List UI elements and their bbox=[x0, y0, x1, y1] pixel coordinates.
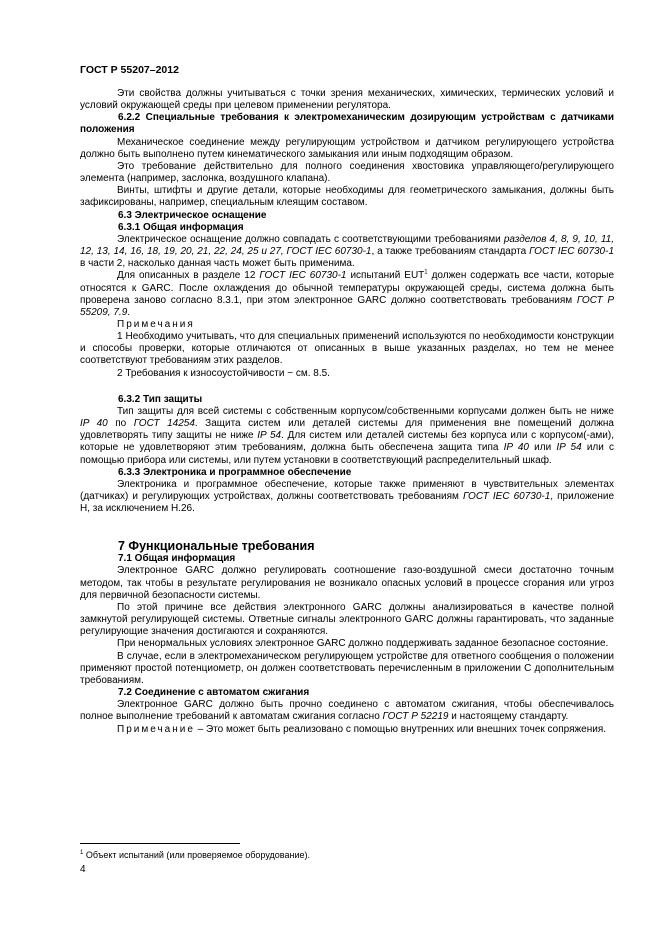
text-run: IP 54 bbox=[556, 442, 582, 454]
text-run: ГОСТ 14254 bbox=[133, 418, 195, 430]
text-run: , приложение Н, за исключением Н.26. bbox=[80, 491, 615, 515]
paragraph-p12 bbox=[80, 651, 614, 687]
paragraph-h-7 bbox=[80, 539, 614, 553]
text-run: 6.3.2 Тип защиты bbox=[118, 393, 203, 405]
text-run: 6.2.2 Специальные требования к электромеханическим дозирующим устройствам с датчиками положения bbox=[80, 112, 614, 136]
paragraph-h-631 bbox=[80, 222, 614, 234]
text-run: Для описанных в разделе 12 bbox=[117, 270, 260, 282]
footnote-text: Объект испытаний (или проверяемое оборудование). bbox=[83, 850, 310, 860]
paragraph-h-71 bbox=[80, 553, 614, 565]
text-run: . bbox=[127, 306, 131, 318]
paragraph-h-63 bbox=[80, 210, 614, 222]
text-run: 2 Требования к износоустойчивости − см. 8.5. bbox=[117, 367, 330, 379]
paragraph-p14 bbox=[80, 724, 614, 736]
text-run: или bbox=[529, 442, 557, 454]
text-run: . Для систем или деталей системы без корпуса или с корпусом(-ами), которые не удовлетворяют этим требованиям, должна быть обеспечена защита типа bbox=[80, 430, 614, 454]
text-run: или с помощью прибора или системы, или путем установки в соответствующий распределительный шкаф. bbox=[80, 442, 614, 466]
text-run: 1 Необходимо учитывать, что для специальных применений используются по необходимости конструкции и способы проверки, которые отличаются от описанных в выше указанных разделах, но тем не менее соответствуют требованиям этих разделов. bbox=[80, 331, 614, 367]
text-run: должен содержать все части, которые относятся к GARC. После охлаждения до обычной температуры окружающей среды, система должна быть проверена заново согласно 8.3.1, при этом электронное GARC должно соответствовать требованиям bbox=[80, 270, 615, 306]
text-run: IP 54 bbox=[257, 430, 282, 442]
text-run: испытаний EUT bbox=[346, 270, 425, 282]
text-run: Примечания bbox=[117, 318, 195, 330]
text-run: по bbox=[107, 418, 134, 430]
text-run: IP 40 bbox=[80, 418, 108, 430]
page-number: 4 bbox=[80, 864, 86, 875]
paragraph-note2 bbox=[80, 368, 614, 380]
text-run: Электроника и программное обеспечение, которые также применяют в чувствительных элементах (датчиках) и регулирующих устройствах, должны соответствовать требованиям bbox=[80, 478, 614, 502]
text-run: 7.1 Общая информация bbox=[118, 553, 236, 565]
text-run: разделов 4, 8, 9, 10, 11, 12, 13, 14, 16, 18, 19, 20, 21, 22, 24, 25 и 27, ГОСТ IEC 60730-1 bbox=[80, 233, 614, 258]
text-run: 6.3.1 Общая информация bbox=[118, 221, 244, 233]
text-run: Эти свойства должны учитываться с точки зрения механических, химических, термических условий и условий окружающей среды при целевом применении регулятора. bbox=[80, 88, 614, 112]
text-run: ГОСТ Р 52219 bbox=[382, 711, 449, 723]
text-run: , а также требованиям стандарта bbox=[371, 246, 530, 258]
paragraph-p8 bbox=[80, 479, 614, 515]
paragraph-p2 bbox=[80, 137, 614, 161]
paragraph-p7 bbox=[80, 406, 614, 467]
paragraph-p9 bbox=[80, 565, 614, 601]
text-run: Электронное GARC должно быть прочно соединено с автоматом сжигания, чтобы обеспечивалось полное выполнение требований к автоматам сжигания согласно bbox=[80, 699, 614, 723]
text-run: . Защита систем или деталей системы для применения вне помещений должна удовлетворять типу защиты не ниже bbox=[80, 418, 614, 442]
paragraph-h-632 bbox=[80, 394, 614, 406]
footnote-mark: 1 bbox=[80, 850, 84, 856]
text-run: ГОСТ IEC 60730-1 bbox=[462, 491, 551, 502]
text-run: в части 2, насколько данная часть может быть применима. bbox=[80, 258, 355, 270]
text-run: Электронное GARC должно регулировать соотношение газо-воздушной смеси достаточно точным методом, так чтобы в результате регулирования не возникало опасных условий в процессе сгорания или угроз для первичной безопасности системы. bbox=[80, 565, 614, 601]
text-run: и настоящему стандарту. bbox=[448, 711, 569, 723]
text-run: ГОСТ Р 55209, 7.9 bbox=[80, 294, 614, 318]
text-run: ГОСТ IEC 60730-1 bbox=[529, 246, 615, 258]
standard-header: ГОСТ Р 55207–2012 bbox=[80, 64, 179, 76]
paragraph-note-label bbox=[80, 319, 614, 331]
text-run: Винты, штифты и другие детали, которые необходимы для геометрического замыкания, должны быть зафиксированы, например, специальным клеящим составом. bbox=[80, 185, 614, 209]
paragraph-h-72 bbox=[80, 687, 614, 699]
paragraph-p10 bbox=[80, 602, 614, 638]
footnote bbox=[80, 849, 310, 861]
paragraph-p3 bbox=[80, 161, 614, 185]
text-run: Это требование действительно для полного соединения хвостовика управляющего/регулирующего элемента (например, заслонка, воздушного клапана). bbox=[80, 160, 614, 185]
text-run: – Это может быть реализовано с помощью внутренних или внешних точек сопряжения. bbox=[194, 723, 607, 735]
paragraph-h-622 bbox=[80, 112, 614, 136]
paragraph-p11 bbox=[80, 638, 614, 650]
text-run: В случае, если в электромеханическом регулирующем устройстве для ответного сообщения о положении применяют простой потенциометр, он должен соответствовать перечисленным в приложении С дополнительным требованиям. bbox=[80, 650, 614, 686]
footnote-divider bbox=[80, 843, 240, 844]
text-run: 6.3.3 Электроника и программное обеспечение bbox=[118, 466, 352, 478]
paragraph-p4 bbox=[80, 185, 614, 209]
text-run: Тип защиты для всей системы с собственным корпусом/собственными корпусами должен быть не ниже bbox=[117, 405, 614, 417]
paragraph-p13 bbox=[80, 699, 614, 723]
text-run: Механическое соединение между регулирующим устройством и датчиком регулирующего устройства должно быть выполнено путем кинематического замыкания или иным подходящим образом. bbox=[80, 136, 614, 160]
text-run: IP 40 bbox=[503, 442, 529, 454]
paragraph-p1 bbox=[80, 88, 614, 112]
paragraph-note1 bbox=[80, 331, 614, 367]
text-run: Электрическое оснащение должно совпадать с соответствующими требованиями bbox=[117, 233, 504, 245]
text-run: 7.2 Соединение с автоматом сжигания bbox=[118, 687, 310, 699]
text-run: 1 bbox=[424, 270, 428, 277]
text-run: По этой причине все действия электронного GARC должны анализироваться в качестве полной замкнутой регулирующей системы. Ответные сигналы электронного GARC должны гарантировать, что заданные регулирующие значения достигаются и сохраняются. bbox=[80, 601, 614, 638]
text-run: Примечание bbox=[117, 723, 195, 735]
paragraph-h-633 bbox=[80, 467, 614, 479]
paragraph-p6 bbox=[80, 270, 614, 319]
text-run: При ненормальных условиях электронное GARC должно поддерживать заданное безопасное состояние. bbox=[117, 638, 609, 650]
document-body bbox=[80, 88, 614, 736]
text-run: ГОСТ IEC 60730-1 bbox=[259, 270, 347, 282]
text-run: 6.3 Электрическое оснащение bbox=[118, 209, 267, 221]
text-run: 7 Функциональные требования bbox=[118, 539, 315, 554]
paragraph-p5 bbox=[80, 234, 614, 270]
